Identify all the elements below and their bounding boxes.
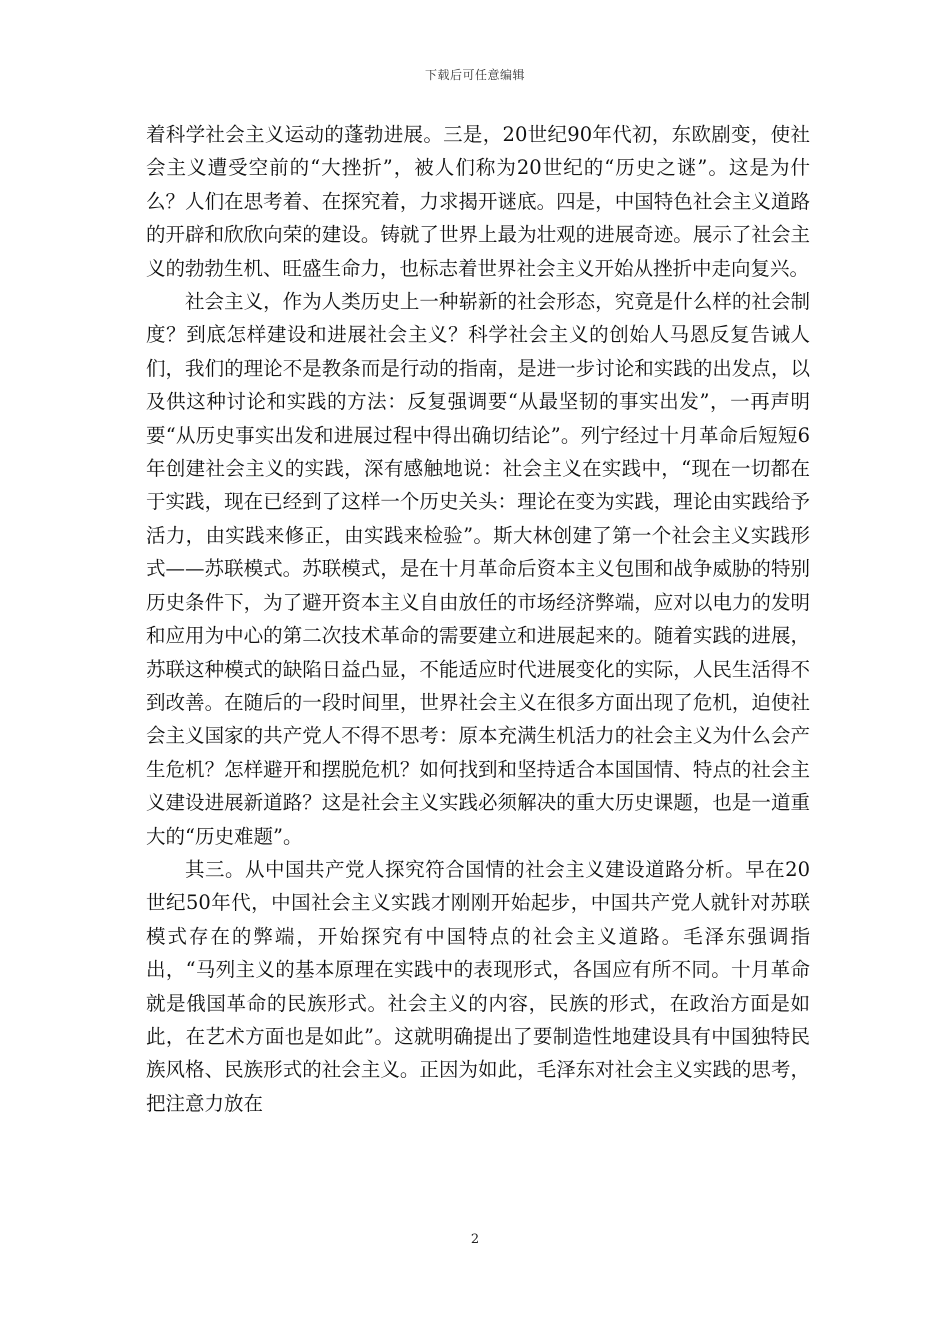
- document-body: [146, 118, 810, 1120]
- paragraph-1: 着科学社会主义运动的蓬勃进展。三是，20世纪90年代初，东欧剧变，使社会主义遭受空前的“大挫折”，被人们称为20世纪的“历史之谜”。这是为什么？人们在思考着、在探究着，力求揭开谜底。四是，中国特色社会主义道路的开辟和欣欣向荣的建设。铸就了世界上最为壮观的进展奇迹。展示了社会主义的勃勃生机、旺盛生命力，也标志着世界社会主义开始从挫折中走向复兴。: [146, 123, 810, 280]
- paragraph-2: 社会主义，作为人类历史上一种崭新的社会形态，究竟是什么样的社会制度？到底怎样建设和进展社会主义？科学社会主义的创始人马恩反复告诫人们，我们的理论不是教条而是行动的指南，是进一步讨论和实践的出发点，以及供这种讨论和实践的方法：反复强调要“从最坚韧的事实出发”，一再声明要“从历史事实出发和进展过程中得出确切结论”。列宁经过十月革命后短短6年创建社会主义的实践，深有感触地说：社会主义在实践中，“现在一切都在于实践，现在已经到了这样一个历史关头：理论在变为实践，理论由实践给予活力，由实践来修正，由实践来检验”。斯大林创建了第一个社会主义实践形式——苏联模式。苏联模式，是在十月革命后资本主义包围和战争威胁的特别历史条件下，为了避开资本主义自由放任的市场经济弊端，应对以电力的发明和应用为中心的第二次技术革命的需要建立和进展起来的。随着实践的进展，苏联这种模式的缺陷日益凸显，不能适应时代进展变化的实际，人民生活得不到改善。在随后的一段时间里，世界社会主义在很多方面出现了危机，迫使社会主义国家的共产党人不得不思考：原本充满生机活力的社会主义为什么会产生危机？怎样避开和摆脱危机？如何找到和坚持适合本国国情、特点的社会主义建设进展新道路？这是社会主义实践必须解决的重大历史课题，也是一道重大的“历史难题”。: [146, 290, 810, 848]
- page-number: 2: [470, 1232, 480, 1247]
- page-header: 下载后可任意编辑: [424, 68, 525, 82]
- paragraph-3: 其三。从中国共产党人探究符合国情的社会主义建设道路分析。早在20世纪50年代，中国社会主义实践才刚刚开始起步，中国共产党人就针对苏联模式存在的弊端，开始探究有中国特点的社会主义道路。毛泽东强调指出，“马列主义的基本原理在实践中的表现形式，各国应有所不同。十月革命就是俄国革命的民族形式。社会主义的内容，民族的形式，在政治方面是如此，在艺术方面也是如此”。这就明确提出了要制造性地建设具有中国独特民族风格、民族形式的社会主义。正因为如此，毛泽东对社会主义实践的思考，把注意力放在: [146, 857, 810, 1115]
